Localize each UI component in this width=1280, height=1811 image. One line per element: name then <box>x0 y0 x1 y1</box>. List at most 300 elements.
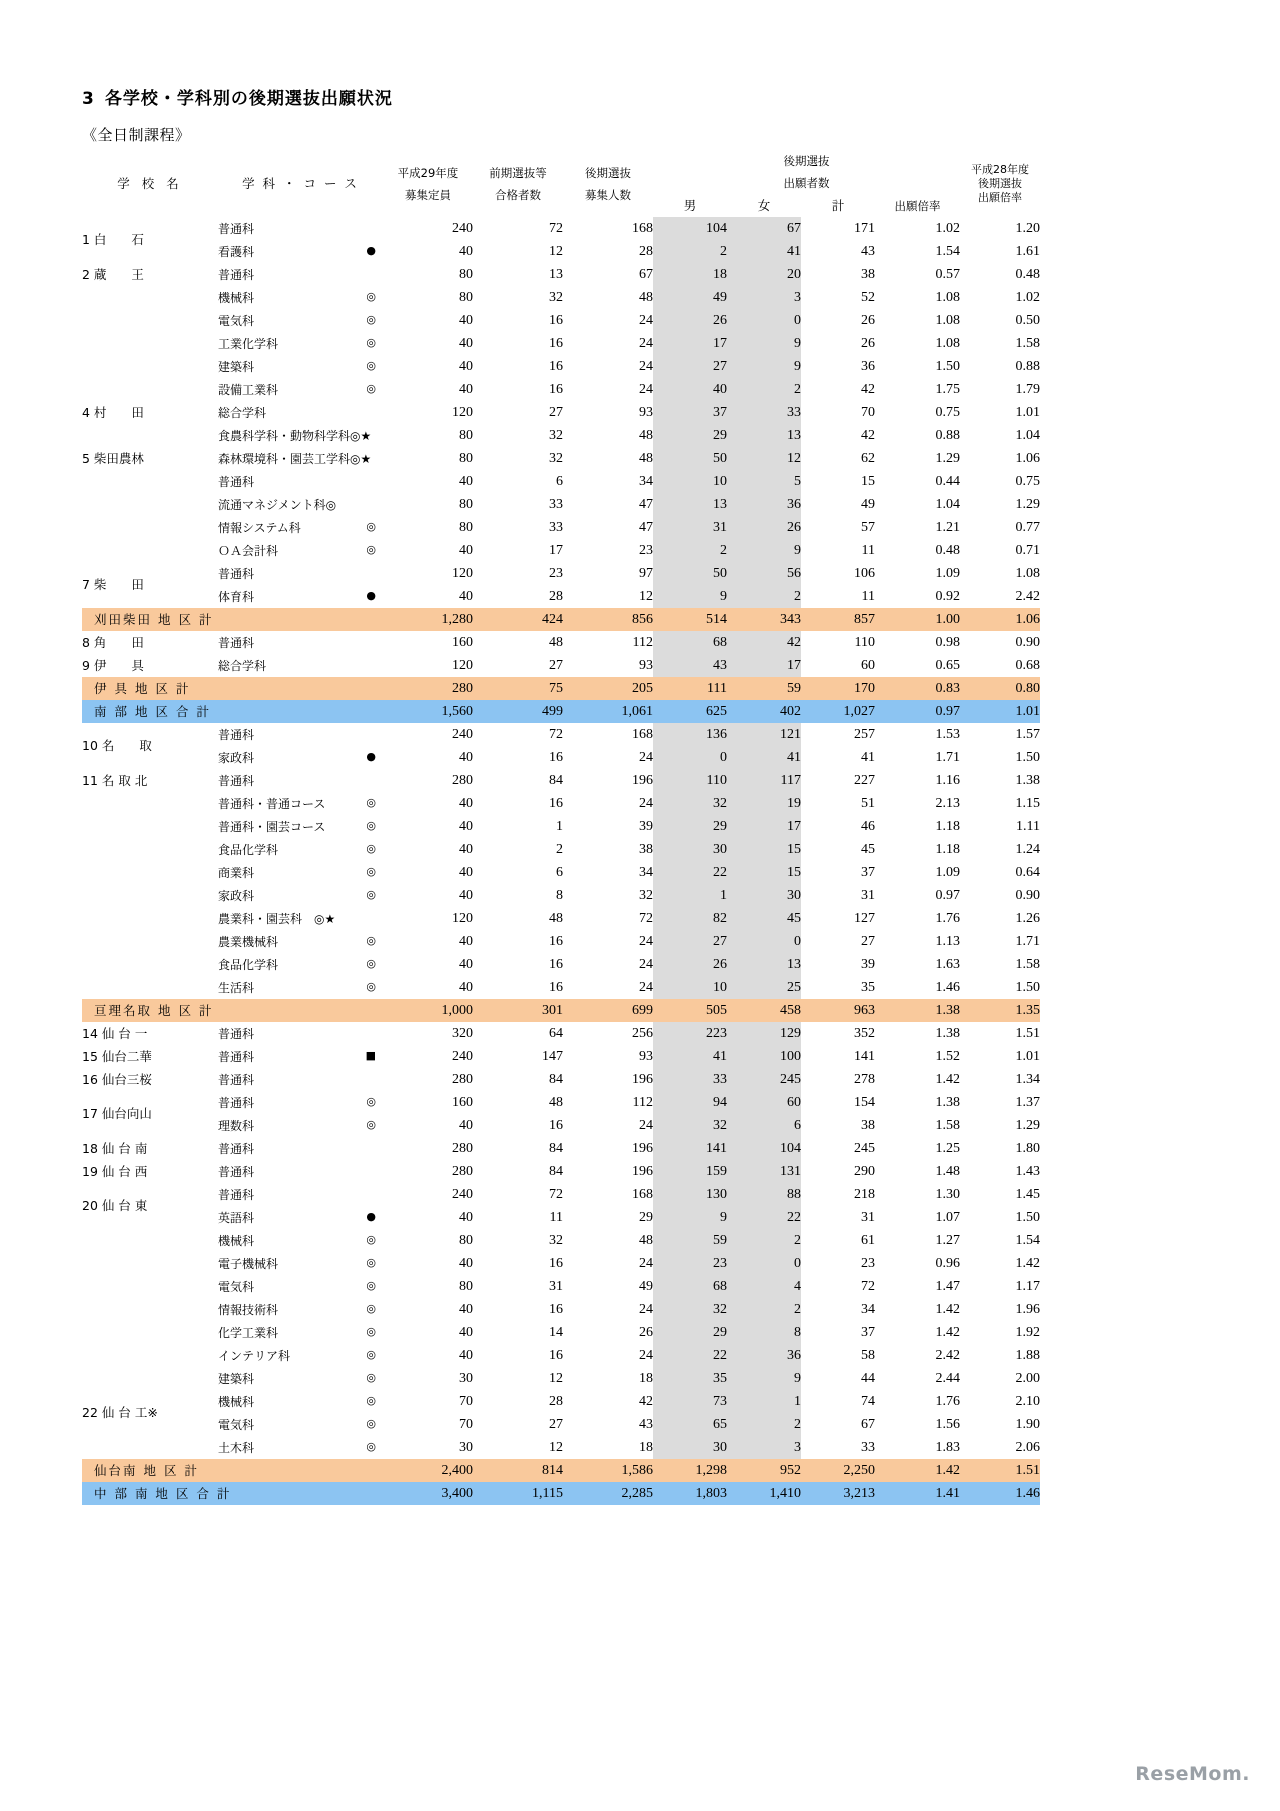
course-name: 普通科 <box>218 474 255 489</box>
quota-value: 80 <box>459 1232 473 1248</box>
ratio-value: 1.71 <box>935 749 960 765</box>
ratio-value: 1.07 <box>935 1209 960 1225</box>
summary-total: 857 <box>801 608 875 631</box>
male-applicants-value: 68 <box>653 1275 727 1298</box>
male-applicants-value: 2 <box>653 539 727 562</box>
school-name: 22 仙 台 工※ <box>82 1405 158 1420</box>
ratio-value: 0.92 <box>935 588 960 604</box>
course-name: 普通科 <box>218 1026 255 1041</box>
prev-ratio-value: 2.00 <box>1015 1370 1040 1386</box>
course-name: 普通科 <box>218 267 255 282</box>
header-ratio: 出願倍率 <box>894 198 941 213</box>
summary-prev-ratio: 1.46 <box>960 1482 1040 1505</box>
total-applicants-value: 127 <box>854 910 875 926</box>
female-applicants-value: 2 <box>727 1298 801 1321</box>
prev-ratio-value: 1.02 <box>1015 289 1040 305</box>
female-applicants-value: 41 <box>727 240 801 263</box>
header-applicants-group <box>653 150 960 194</box>
male-applicants-value: 40 <box>653 378 727 401</box>
late-recruit-value: 168 <box>632 1186 653 1202</box>
header-late-recruit <box>563 150 653 217</box>
ratio-value: 1.38 <box>935 1025 960 1041</box>
school-name: 16 仙台三桜 <box>82 1071 152 1087</box>
early-pass-value: 64 <box>549 1025 563 1041</box>
table-row <box>82 815 1040 838</box>
quota-value: 40 <box>459 1347 473 1363</box>
school-name: 4 村 田 <box>82 404 144 420</box>
summary-female: 1,410 <box>727 1482 801 1505</box>
header-quota <box>383 150 473 217</box>
total-applicants-value: 46 <box>861 818 875 834</box>
late-recruit-value: 48 <box>639 450 653 466</box>
quota-value: 40 <box>459 358 473 374</box>
course-name: 生活科 ◎ <box>218 976 383 999</box>
male-applicants-value: 104 <box>653 217 727 240</box>
total-applicants-value: 57 <box>861 519 875 535</box>
quota-value: 40 <box>459 933 473 949</box>
course-name: 食品化学科 ◎ <box>218 953 383 976</box>
late-recruit-value: 196 <box>632 1163 653 1179</box>
female-applicants-value: 15 <box>727 861 801 884</box>
summary-prev-ratio: 1.06 <box>960 608 1040 631</box>
prev-ratio-value: 1.71 <box>1015 933 1040 949</box>
quota-value: 160 <box>452 634 473 650</box>
quota-value: 40 <box>459 335 473 351</box>
late-recruit-value: 24 <box>639 979 653 995</box>
total-applicants-value: 37 <box>861 864 875 880</box>
course-mark-icon: ◎ <box>366 1233 376 1246</box>
prev-ratio-value: 1.42 <box>1015 1255 1040 1271</box>
total-applicants-value: 42 <box>861 427 875 443</box>
total-applicants-value: 52 <box>861 289 875 305</box>
header-early-pass <box>473 150 563 217</box>
male-applicants-value: 94 <box>653 1091 727 1114</box>
early-pass-value: 72 <box>549 726 563 742</box>
table-row <box>82 1229 1040 1252</box>
table-row <box>82 470 1040 493</box>
female-applicants-value: 117 <box>727 769 801 792</box>
summary-ratio: 1.00 <box>875 608 960 631</box>
female-applicants-value: 15 <box>727 838 801 861</box>
table-row <box>82 1367 1040 1390</box>
summary-late: 2,285 <box>563 1482 653 1505</box>
late-recruit-value: 196 <box>632 1140 653 1156</box>
male-applicants-value: 82 <box>653 907 727 930</box>
table-row <box>82 746 1040 769</box>
summary-ratio: 1.42 <box>875 1459 960 1482</box>
course-name: 建築科 ◎ <box>218 1367 383 1390</box>
total-applicants-value: 278 <box>854 1071 875 1087</box>
summary-early: 75 <box>473 677 563 700</box>
female-applicants-value: 2 <box>727 585 801 608</box>
prev-ratio-value: 1.37 <box>1015 1094 1040 1110</box>
quota-value: 40 <box>459 864 473 880</box>
male-applicants-value: 50 <box>653 562 727 585</box>
header-course: 学 科 ・ コ ー ス <box>242 175 359 191</box>
course-name: ＯＡ会計科 ◎ <box>218 539 383 562</box>
early-pass-value: 16 <box>549 1117 563 1133</box>
total-applicants-value: 39 <box>861 956 875 972</box>
school-name: 5 柴田農林 <box>82 450 144 466</box>
ratio-value: 1.53 <box>935 726 960 742</box>
course-mark-icon: ◎ <box>366 934 376 947</box>
course-name: 商業科 ◎ <box>218 861 383 884</box>
table-row <box>82 401 1040 424</box>
table-row <box>82 1321 1040 1344</box>
table-row <box>82 907 1040 930</box>
male-applicants-value: 26 <box>653 309 727 332</box>
quota-value: 40 <box>459 956 473 972</box>
course-name: 普通科 ◎ <box>218 1091 383 1114</box>
early-pass-value: 17 <box>549 542 563 558</box>
prev-ratio-value: 1.08 <box>1015 565 1040 581</box>
quota-value: 40 <box>459 588 473 604</box>
total-applicants-value: 110 <box>854 634 875 650</box>
quota-value: 120 <box>452 404 473 420</box>
table-row <box>82 976 1040 999</box>
female-applicants-value: 33 <box>727 401 801 424</box>
late-recruit-value: 24 <box>639 956 653 972</box>
quota-value: 30 <box>459 1439 473 1455</box>
male-applicants-value: 23 <box>653 1252 727 1275</box>
total-applicants-value: 36 <box>861 358 875 374</box>
summary-male: 1,803 <box>653 1482 727 1505</box>
summary-label: 亘理名取 地 区 計 <box>82 999 383 1022</box>
course-name: 機械科 ◎ <box>218 1390 383 1413</box>
female-applicants-value: 2 <box>727 1229 801 1252</box>
late-recruit-value: 48 <box>639 427 653 443</box>
course-mark-icon: ◎ <box>366 957 376 970</box>
prev-ratio-value: 1.58 <box>1015 956 1040 972</box>
table-row <box>82 217 1040 240</box>
ratio-value: 0.97 <box>935 887 960 903</box>
total-applicants-value: 70 <box>861 404 875 420</box>
total-applicants-value: 62 <box>861 450 875 466</box>
district-subtotal-row <box>82 999 1040 1022</box>
male-applicants-value: 10 <box>653 470 727 493</box>
male-applicants-value: 30 <box>653 1436 727 1459</box>
course-name: 工業化学科 ◎ <box>218 332 383 355</box>
ratio-value: 1.21 <box>935 519 960 535</box>
course-name: 普通科 <box>218 1141 255 1156</box>
quota-value: 280 <box>452 1140 473 1156</box>
early-pass-value: 28 <box>549 1393 563 1409</box>
female-applicants-value: 1 <box>727 1390 801 1413</box>
table-row <box>82 769 1040 792</box>
ratio-value: 1.13 <box>935 933 960 949</box>
summary-quota: 280 <box>383 677 473 700</box>
female-applicants-value: 104 <box>727 1137 801 1160</box>
table-row <box>82 355 1040 378</box>
male-applicants-value: 130 <box>653 1183 727 1206</box>
late-recruit-value: 42 <box>639 1393 653 1409</box>
ratio-value: 1.25 <box>935 1140 960 1156</box>
prev-ratio-value: 0.77 <box>1015 519 1040 535</box>
course-mark-icon: ◎ <box>366 520 376 533</box>
late-recruit-value: 28 <box>639 243 653 259</box>
table-row <box>82 654 1040 677</box>
page-title <box>82 84 393 109</box>
late-recruit-value: 24 <box>639 312 653 328</box>
table-row <box>82 953 1040 976</box>
male-applicants-value: 33 <box>653 1068 727 1091</box>
course-mark-icon: ◎ <box>366 1256 376 1269</box>
ratio-value: 1.48 <box>935 1163 960 1179</box>
prev-ratio-value: 1.11 <box>1016 818 1040 834</box>
school-name <box>82 907 218 999</box>
ratio-value: 1.52 <box>935 1048 960 1064</box>
female-applicants-value: 30 <box>727 884 801 907</box>
ratio-value: 0.44 <box>935 473 960 489</box>
prev-ratio-value: 1.58 <box>1015 335 1040 351</box>
prev-ratio-value: 0.71 <box>1015 542 1040 558</box>
course-name: 総合学科 <box>218 658 267 673</box>
district-subtotal-row <box>82 1459 1040 1482</box>
female-applicants-value: 42 <box>727 631 801 654</box>
total-applicants-value: 31 <box>861 1209 875 1225</box>
school-name: 2 蔵 王 <box>82 266 144 282</box>
prev-ratio-value: 1.34 <box>1015 1071 1040 1087</box>
prev-ratio-value: 1.01 <box>1015 404 1040 420</box>
quota-value: 240 <box>452 1048 473 1064</box>
early-pass-value: 12 <box>549 243 563 259</box>
table-row <box>82 332 1040 355</box>
course-mark-icon: ◎ <box>366 1279 376 1292</box>
region-total-row <box>82 700 1040 723</box>
female-applicants-value: 131 <box>727 1160 801 1183</box>
ratio-value: 0.88 <box>935 427 960 443</box>
prev-ratio-value: 0.90 <box>1015 887 1040 903</box>
prev-ratio-value: 1.15 <box>1015 795 1040 811</box>
prev-ratio-value: 1.54 <box>1015 1232 1040 1248</box>
total-applicants-value: 60 <box>861 657 875 673</box>
early-pass-value: 72 <box>549 1186 563 1202</box>
quota-value: 40 <box>459 979 473 995</box>
total-applicants-value: 34 <box>861 1301 875 1317</box>
table-row <box>82 539 1040 562</box>
total-applicants-value: 43 <box>861 243 875 259</box>
male-applicants-value: 29 <box>653 815 727 838</box>
late-recruit-value: 24 <box>639 335 653 351</box>
course-mark-icon: ◎ <box>366 842 376 855</box>
male-applicants-value: 43 <box>653 654 727 677</box>
prev-ratio-value: 0.50 <box>1015 312 1040 328</box>
course-mark-icon: ◎ <box>366 1348 376 1361</box>
late-recruit-value: 29 <box>639 1209 653 1225</box>
table-row <box>82 1160 1040 1183</box>
ratio-value: 2.13 <box>935 795 960 811</box>
late-recruit-value: 48 <box>639 1232 653 1248</box>
late-recruit-value: 196 <box>632 772 653 788</box>
female-applicants-value: 88 <box>727 1183 801 1206</box>
watermark <box>1135 1763 1250 1785</box>
school-name: 7 柴 田 <box>82 577 144 592</box>
prev-ratio-value: 1.29 <box>1015 1117 1040 1133</box>
prev-ratio-value: 2.42 <box>1015 588 1040 604</box>
male-applicants-value: 22 <box>653 1344 727 1367</box>
early-pass-value: 12 <box>549 1370 563 1386</box>
prev-ratio-value: 2.10 <box>1015 1393 1040 1409</box>
female-applicants-value: 0 <box>727 309 801 332</box>
total-applicants-value: 218 <box>854 1186 875 1202</box>
quota-value: 240 <box>452 1186 473 1202</box>
early-pass-value: 84 <box>549 772 563 788</box>
prev-ratio-value: 1.50 <box>1015 979 1040 995</box>
late-recruit-value: 18 <box>639 1439 653 1455</box>
male-applicants-value: 110 <box>653 769 727 792</box>
late-recruit-value: 26 <box>639 1324 653 1340</box>
summary-male: 505 <box>653 999 727 1022</box>
late-recruit-value: 168 <box>632 220 653 236</box>
table-row <box>82 263 1040 286</box>
school-name: 11 名 取 北 <box>82 772 148 788</box>
late-recruit-value: 67 <box>639 266 653 282</box>
ratio-value: 1.08 <box>935 289 960 305</box>
male-applicants-value: 68 <box>653 631 727 654</box>
total-applicants-value: 72 <box>861 1278 875 1294</box>
female-applicants-value: 13 <box>727 424 801 447</box>
early-pass-value: 48 <box>549 1094 563 1110</box>
male-applicants-value: 26 <box>653 953 727 976</box>
female-applicants-value: 8 <box>727 1321 801 1344</box>
course-mark-icon: ◎ <box>366 382 376 395</box>
course-mark-icon: ◎ <box>366 888 376 901</box>
total-applicants-value: 49 <box>861 496 875 512</box>
summary-total: 3,213 <box>801 1482 875 1505</box>
ratio-value: 2.44 <box>935 1370 960 1386</box>
late-recruit-value: 24 <box>639 795 653 811</box>
early-pass-value: 28 <box>549 588 563 604</box>
course-name: 電子機械科 ◎ <box>218 1252 383 1275</box>
summary-female: 59 <box>727 677 801 700</box>
course-name: 土木科 ◎ <box>218 1436 383 1459</box>
course-name: 家政科 ◎ <box>218 884 383 907</box>
summary-label: 伊 具 地 区 計 <box>82 677 383 700</box>
quota-value: 80 <box>459 1278 473 1294</box>
ratio-value: 1.09 <box>935 565 960 581</box>
early-pass-value: 12 <box>549 1439 563 1455</box>
school-name: 20 仙 台 東 <box>82 1198 148 1213</box>
course-name: 英語科 ● <box>218 1206 383 1229</box>
late-recruit-value: 24 <box>639 381 653 397</box>
summary-late: 856 <box>563 608 653 631</box>
table-row <box>82 1183 1040 1206</box>
female-applicants-value: 26 <box>727 516 801 539</box>
course-mark-icon: ◎ <box>366 1394 376 1407</box>
table-row <box>82 562 1040 585</box>
female-applicants-value: 22 <box>727 1206 801 1229</box>
male-applicants-value: 50 <box>653 447 727 470</box>
early-pass-value: 16 <box>549 795 563 811</box>
course-name: インテリア科 ◎ <box>218 1344 383 1367</box>
male-applicants-value: 49 <box>653 286 727 309</box>
male-applicants-value: 35 <box>653 1367 727 1390</box>
course-name: 電気科 ◎ <box>218 1275 383 1298</box>
total-applicants-value: 38 <box>861 1117 875 1133</box>
early-pass-value: 16 <box>549 956 563 972</box>
late-recruit-value: 24 <box>639 1117 653 1133</box>
late-recruit-value: 24 <box>639 358 653 374</box>
prev-ratio-value: 1.90 <box>1015 1416 1040 1432</box>
quota-value: 70 <box>459 1393 473 1409</box>
total-applicants-value: 27 <box>861 933 875 949</box>
prev-ratio-value: 2.06 <box>1015 1439 1040 1455</box>
early-pass-value: 6 <box>556 864 563 880</box>
late-recruit-value: 18 <box>639 1370 653 1386</box>
quota-value: 40 <box>459 1117 473 1133</box>
male-applicants-value: 136 <box>653 723 727 746</box>
male-applicants-value: 27 <box>653 930 727 953</box>
prev-ratio-value: 1.79 <box>1015 381 1040 397</box>
course-mark-icon: ◎ <box>366 359 376 372</box>
header-applicants-line2: 出願者数 <box>783 176 830 190</box>
early-pass-value: 6 <box>556 473 563 489</box>
table-row <box>82 723 1040 746</box>
course-mark-icon: ◎ <box>366 1095 376 1108</box>
male-applicants-value: 65 <box>653 1413 727 1436</box>
course-mark-icon: ◎ <box>366 980 376 993</box>
course-name: 農業機械科 ◎ <box>218 930 383 953</box>
header-school: 学 校 名 <box>117 175 183 191</box>
course-mark-icon: ◎ <box>366 313 376 326</box>
ratio-value: 1.47 <box>935 1278 960 1294</box>
quota-value: 160 <box>452 1094 473 1110</box>
quota-value: 40 <box>459 473 473 489</box>
summary-total: 963 <box>801 999 875 1022</box>
quota-value: 280 <box>452 1163 473 1179</box>
ratio-value: 1.18 <box>935 818 960 834</box>
late-recruit-value: 97 <box>639 565 653 581</box>
ratio-value: 1.75 <box>935 381 960 397</box>
course-mark-icon: ◎ <box>366 290 376 303</box>
summary-female: 952 <box>727 1459 801 1482</box>
course-name: 電気科 ◎ <box>218 309 383 332</box>
prev-ratio-value: 0.75 <box>1015 473 1040 489</box>
early-pass-value: 84 <box>549 1071 563 1087</box>
summary-female: 343 <box>727 608 801 631</box>
ratio-value: 1.29 <box>935 450 960 466</box>
female-applicants-value: 19 <box>727 792 801 815</box>
summary-early: 1,115 <box>473 1482 563 1505</box>
header-applicants-line1: 後期選抜 <box>783 154 830 168</box>
quota-value: 40 <box>459 1255 473 1271</box>
total-applicants-value: 38 <box>861 266 875 282</box>
summary-prev-ratio: 1.01 <box>960 700 1040 723</box>
course-name: 普通科 <box>218 635 255 650</box>
course-name: 理数科 ◎ <box>218 1114 383 1137</box>
total-applicants-value: 11 <box>861 588 875 604</box>
table-row <box>82 1137 1040 1160</box>
course-name: 家政科 ● <box>218 746 383 769</box>
total-applicants-value: 44 <box>861 1370 875 1386</box>
ratio-value: 1.18 <box>935 841 960 857</box>
female-applicants-value: 9 <box>727 332 801 355</box>
course-mark-icon: ◎ <box>366 819 376 832</box>
female-applicants-value: 9 <box>727 1367 801 1390</box>
table-row <box>82 861 1040 884</box>
quota-value: 70 <box>459 1416 473 1432</box>
district-subtotal-row <box>82 608 1040 631</box>
prev-ratio-value: 0.88 <box>1015 358 1040 374</box>
summary-prev-ratio: 1.51 <box>960 1459 1040 1482</box>
male-applicants-value: 29 <box>653 424 727 447</box>
late-recruit-value: 34 <box>639 473 653 489</box>
early-pass-value: 84 <box>549 1140 563 1156</box>
header-female: 女 <box>757 197 771 213</box>
female-applicants-value: 4 <box>727 1275 801 1298</box>
prev-ratio-value: 1.57 <box>1015 726 1040 742</box>
course-name: 食農科学科・動物科学科◎★ <box>218 428 372 443</box>
